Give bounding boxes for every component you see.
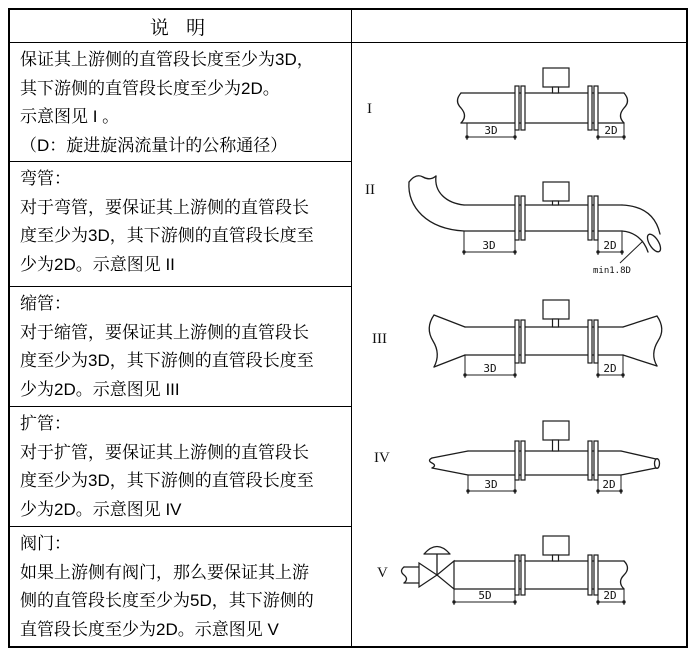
figure-label: I	[367, 101, 372, 117]
pipe-break-icon	[654, 316, 662, 366]
spec-line: 保证其上游侧的直管段长度至少为3D，	[20, 50, 314, 69]
spec-line: 少为2D。示意图见 II	[20, 254, 175, 274]
min-bend-radius-note	[593, 241, 643, 276]
spec-row-bend	[10, 162, 351, 287]
pipe-break-icon	[458, 93, 465, 123]
figure-4-drawing	[352, 407, 686, 527]
spec-line: 缩管：	[20, 294, 71, 313]
pipe	[458, 93, 628, 123]
figure-1	[352, 43, 686, 162]
spec-line: 扩管：	[20, 414, 71, 433]
spec-line: 对于扩管，要保证其上游侧的直管段长	[20, 442, 309, 462]
pipe-break-icon	[409, 176, 436, 182]
figure-label: V	[377, 565, 388, 581]
spec-row-valve	[10, 527, 351, 646]
dim-label: 2D	[603, 589, 617, 602]
pipe-bend-upstream	[409, 176, 464, 231]
figure-3-drawing	[352, 287, 686, 407]
pipe-break-icon	[430, 458, 435, 468]
spec-line: 阀门：	[20, 534, 71, 553]
diagram-column	[352, 10, 686, 646]
reducer-cone-downstream	[623, 316, 662, 366]
dim-label: 2D	[602, 478, 616, 491]
pipe	[465, 327, 623, 355]
dimension-upstream	[465, 123, 516, 140]
spec-line: 弯管：	[20, 169, 71, 188]
figure-5-drawing	[352, 527, 686, 646]
spec-row-expander	[10, 407, 351, 527]
spec-line: 对于缩管，要保证其上游侧的直管段长	[20, 322, 309, 342]
dim-label: 3D	[483, 362, 497, 375]
dim-label: 3D	[484, 124, 498, 137]
pipe-break-icon	[402, 567, 407, 583]
dimension-downstream	[596, 475, 622, 494]
spec-line: 对于弯管，要保证其上游侧的直管段长	[20, 197, 309, 217]
dimension-upstream	[466, 475, 516, 494]
figure-5	[352, 527, 686, 646]
dim-label: 5D	[478, 589, 492, 602]
dim-label: 2D	[604, 124, 618, 137]
valve-symbol	[402, 547, 455, 590]
figure-2-drawing	[352, 162, 686, 287]
figure-3	[352, 287, 686, 407]
flowmeter-display	[543, 421, 569, 451]
dimension-downstream	[596, 123, 625, 140]
spec-table	[8, 8, 688, 648]
pipe-bend-downstream	[622, 205, 663, 254]
figure-2	[352, 162, 686, 287]
spec-line: 度至少为3D，其下游侧的直管段长度至	[20, 226, 314, 246]
spec-row-reducer	[10, 287, 351, 407]
pipe	[454, 561, 628, 589]
spec-line: 示意图见 I 。	[20, 107, 120, 127]
spec-line: （D：旋进旋涡流量计的公称通径）	[20, 135, 288, 155]
explanation-column	[10, 10, 352, 646]
pipe-break-icon	[621, 561, 628, 589]
expander-cone-downstream	[621, 451, 660, 475]
expander-cone-upstream	[430, 451, 469, 475]
dimension-downstream	[596, 231, 623, 255]
figure-4	[352, 407, 686, 527]
flowmeter-display	[543, 536, 569, 561]
dimension-upstream	[462, 231, 516, 255]
figure-1-drawing	[352, 43, 686, 162]
flowmeter-display	[543, 68, 569, 93]
spec-line: 侧的直管段长度至少为5D，其下游侧的	[20, 591, 314, 611]
spec-line: 少为2D。示意图见 III	[20, 379, 180, 399]
figure-label: IV	[374, 450, 390, 466]
reducer-cone-upstream	[429, 315, 465, 367]
dimension-downstream	[596, 589, 625, 605]
spec-line: 度至少为3D，其下游侧的直管段长度至	[20, 351, 314, 371]
spec-line: 其下游侧的直管段长度至少为2D。	[20, 78, 280, 98]
note-label: min1.8D	[593, 266, 631, 276]
dimension-upstream	[463, 355, 516, 378]
spec-line: 直管段长度至少为2D。示意图见 V	[20, 619, 279, 639]
dimension-upstream	[452, 589, 516, 605]
dimension-downstream	[596, 355, 624, 378]
pipe-break-icon	[429, 315, 437, 367]
dim-label: 2D	[603, 239, 617, 252]
explanation-header: 说 明	[10, 10, 351, 43]
pipe-break-icon	[621, 93, 628, 123]
dim-label: 2D	[603, 362, 617, 375]
spec-row-straight	[10, 43, 351, 162]
figure-label: III	[372, 331, 387, 347]
figure-label: II	[365, 182, 375, 198]
dim-label: 3D	[482, 239, 496, 252]
flowmeter-display	[543, 182, 569, 205]
dim-label: 3D	[484, 478, 498, 491]
pipe-end-icon	[655, 459, 660, 469]
diagram-header-empty	[352, 10, 686, 43]
spec-line: 少为2D。示意图见 IV	[20, 499, 182, 519]
spec-line: 度至少为3D，其下游侧的直管段长度至	[20, 471, 314, 491]
flowmeter-display	[543, 300, 569, 327]
spec-line: 如果上游侧有阀门，那么要保证其上游	[20, 562, 309, 582]
